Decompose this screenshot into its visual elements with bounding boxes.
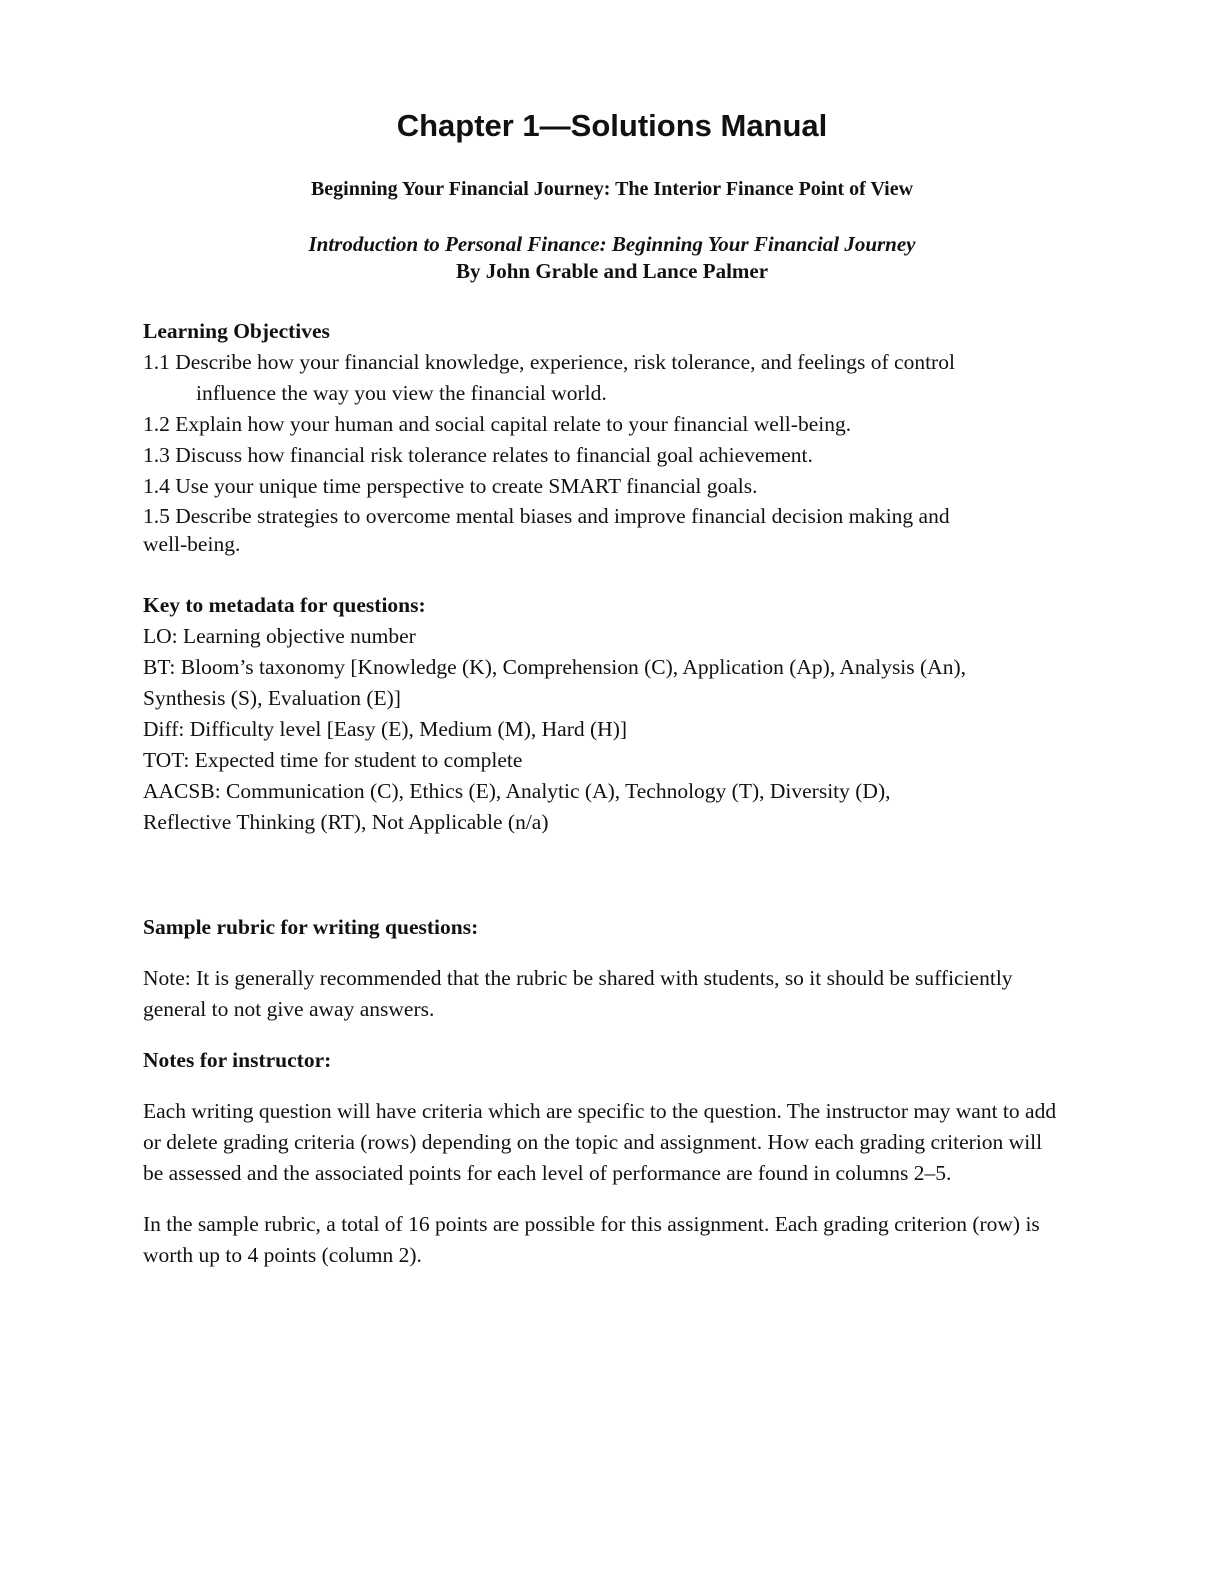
instructor-notes-para-1: Each writing question will have criteria which are specific to the question. The instructor may want to add or delete grading criteria (rows) depending on the topic and assignment. How each grading criterion will be assessed and the associated points for each level of performance are found in columns 2–5. bbox=[143, 1099, 1057, 1185]
objective-1-4: 1.4 Use your unique time perspective to create SMART financial goals. bbox=[143, 474, 758, 498]
objective-1-1: 1.1 Describe how your financial knowledge, experience, risk tolerance, and feelings of control bbox=[143, 350, 955, 374]
authors: By John Grable and Lance Palmer bbox=[455, 259, 769, 283]
rubric-heading: Sample rubric for writing questions: bbox=[143, 915, 479, 939]
metadata-key-heading: Key to metadata for questions: bbox=[143, 593, 426, 617]
rubric-note: Note: It is generally recommended that the rubric be shared with students, so it should be sufficiently general to not give away answers. bbox=[143, 966, 1013, 1021]
metadata-bt: BT: Bloom’s taxonomy [Knowledge (K), Comprehension (C), Application (Ap), Analysis (An), bbox=[143, 655, 966, 679]
objective-1-1-cont: influence the way you view the financial world. bbox=[196, 381, 607, 405]
book-title: Introduction to Personal Finance: Beginning Your Financial Journey bbox=[308, 232, 916, 256]
metadata-bt-cont: Synthesis (S), Evaluation (E)] bbox=[143, 686, 401, 710]
objective-1-2: 1.2 Explain how your human and social capital relate to your financial well-being. bbox=[143, 412, 852, 436]
metadata-aacsb: AACSB: Communication (C), Ethics (E), Analytic (A), Technology (T), Diversity (D), bbox=[143, 779, 891, 803]
learning-objectives bbox=[143, 316, 1081, 558]
objective-1-3: 1.3 Discuss how financial risk tolerance relates to financial goal achievement. bbox=[143, 443, 813, 467]
page-title: Chapter 1—Solutions Manual bbox=[396, 108, 828, 143]
subtitle: Beginning Your Financial Journey: The Interior Finance Point of View bbox=[310, 178, 914, 200]
objective-1-5-cont: well-being. bbox=[143, 532, 241, 556]
instructor-notes-para-2: In the sample rubric, a total of 16 points are possible for this assignment. Each grading criterion (row) is worth up to 4 points (column 2). bbox=[143, 1212, 1040, 1267]
metadata-lo: LO: Learning objective number bbox=[143, 624, 416, 648]
metadata-aacsb-cont: Reflective Thinking (RT), Not Applicable (n/a) bbox=[143, 810, 549, 834]
instructor-notes bbox=[143, 1045, 1081, 1271]
sample-rubric bbox=[143, 912, 1081, 1025]
instructor-notes-heading: Notes for instructor: bbox=[143, 1048, 332, 1072]
metadata-key bbox=[143, 590, 1081, 838]
learning-objectives-heading: Learning Objectives bbox=[143, 319, 330, 343]
metadata-diff: Diff: Difficulty level [Easy (E), Medium (M), Hard (H)] bbox=[143, 717, 628, 741]
objective-1-5: 1.5 Describe strategies to overcome mental biases and improve financial decision making and bbox=[143, 504, 950, 528]
metadata-tot: TOT: Expected time for student to complete bbox=[143, 748, 523, 772]
